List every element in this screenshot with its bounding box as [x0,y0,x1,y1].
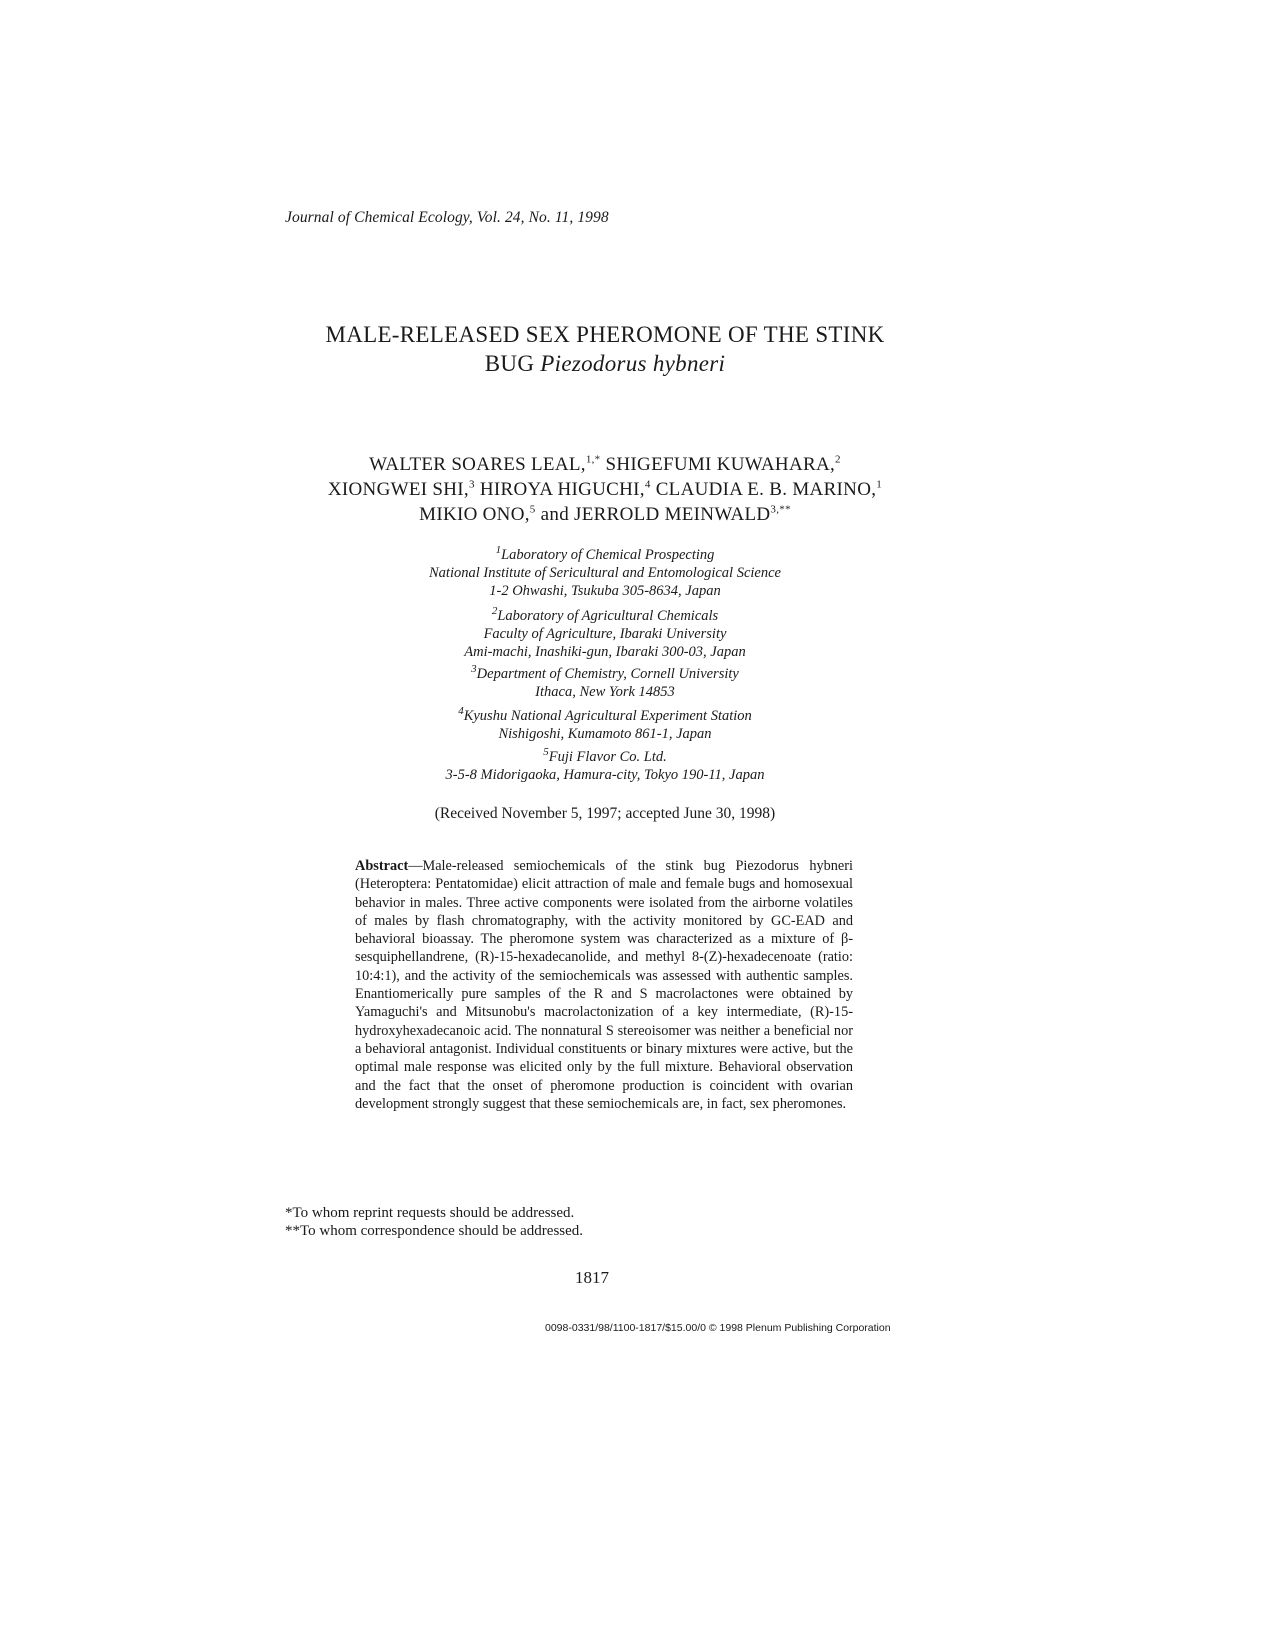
copyright-line: 0098-0331/98/1100-1817/$15.00/0 © 1998 Plenum Publishing Corporation [545,1322,891,1334]
affiliation-3 [380,665,830,701]
author-sup: 3 [468,478,475,491]
affiliation-line: Ithaca, New York 14853 [535,684,675,700]
affiliation-sup: 4 [458,705,464,718]
author-name: WALTER SOARES LEAL, [369,454,586,475]
footnote-reprint: *To whom reprint requests should be addressed. [285,1205,575,1221]
affiliation-sup: 2 [491,605,498,618]
author-sup: 2 [835,453,841,466]
affiliation-line: 1-2 Ohwashi, Tsukuba 305-8634, Japan [489,583,721,599]
paper-title [250,320,960,378]
footnote-correspondence: **To whom correspondence should be addressed. [285,1223,584,1239]
affiliation-line: Faculty of Agriculture, Ibaraki University [483,626,727,642]
affiliation-sup: 3 [471,663,477,676]
affiliation-2 [380,607,830,661]
affiliation-5 [380,748,830,784]
affiliation-sup: 5 [543,746,549,759]
author-name: MIKIO ONO, [419,504,530,525]
affiliation-line: Ami-machi, Inashiki-gun, Ibaraki 300-03, Japan [464,644,746,660]
affiliation-1 [380,546,830,600]
affiliation-line: Fuji Flavor Co. Ltd. [548,749,667,765]
affiliation-4 [380,707,830,743]
author-sup: 1,* [585,453,601,466]
author-sup: 1 [876,478,883,491]
affiliation-line: Kyushu National Agricultural Experiment Station [463,708,752,724]
affiliation-line: Department of Chemistry, Cornell University [476,666,739,682]
author-name: HIROYA HIGUCHI, [479,479,645,500]
author-name: XIONGWEI SHI, [327,479,469,500]
affiliation-line: 3-5-8 Midorigaoka, Hamura-city, Tokyo 190-11, Japan [445,767,765,783]
author-sup: 3,** [770,503,791,516]
title-prefix: BUG [484,351,541,376]
abstract-text: —Male-released semiochemicals of the stink bug Piezodorus hybneri (Heteroptera: Pentatomidae) elicit attraction of male and female bugs and homosexual behavior in males. Three active components were isolated from the airborne volatiles of males by flash chromatography, with the activity monitored by GC-EAD and behavioral bioassay. The pheromone system was characterized as a mixture of β-sesquiphellandrene, (R)-15-hexadecanolide, and methyl 8-(Z)-hexadecenoate (ratio: 10:4:1), and the activity of the semiochemicals was assessed with authentic samples. Enantiomerically pure samples of the R and S macrolactones were obtained by Yamaguchi's and Mitsunobu's macrolactonization of a key intermediate, (R)-15-hydroxyhexadecanoic acid. The nonnatural S stereoisomer was neither a beneficial nor a behavioral antagonist. Individual constituents or binary mixtures were active, but the optimal male response was elicited only by the full mixture. Behavioral observation and the fact that the onset of pheromone production is coincident with ovarian development strongly suggest that these semiochemicals are, in fact, sex pheromones. [355,858,853,1112]
author-sup: 5 [529,503,536,516]
author-line [250,452,960,477]
abstract [355,857,853,1113]
page-number: 1817 [575,1268,609,1287]
author-line [250,477,960,502]
author-sup: 4 [644,478,651,491]
title-species: Piezodorus hybneri [540,351,726,376]
affiliation-line: Laboratory of Chemical Prospecting [501,547,715,563]
author-name: CLAUDIA E. B. MARINO, [655,479,877,500]
author-line [250,502,960,527]
author-name: and JERROLD MEINWALD [540,504,771,525]
received-dates: (Received November 5, 1997; accepted June 30, 1998) [434,805,776,822]
author-list [250,452,960,527]
affiliation-line: National Institute of Sericultural and Entomological Science [429,565,781,581]
affiliation-line: Laboratory of Agricultural Chemicals [497,608,719,624]
journal-citation: Journal of Chemical Ecology, Vol. 24, No. 11, 1998 [285,209,609,226]
author-name: SHIGEFUMI KUWAHARA, [605,454,836,475]
affiliation-line: Nishigoshi, Kumamoto 861-1, Japan [498,726,712,742]
abstract-label: Abstract [355,858,409,874]
title-line-1: MALE-RELEASED SEX PHEROMONE OF THE STINK [325,322,885,347]
affiliation-sup: 1 [495,544,502,557]
title-line-2 [250,349,960,378]
